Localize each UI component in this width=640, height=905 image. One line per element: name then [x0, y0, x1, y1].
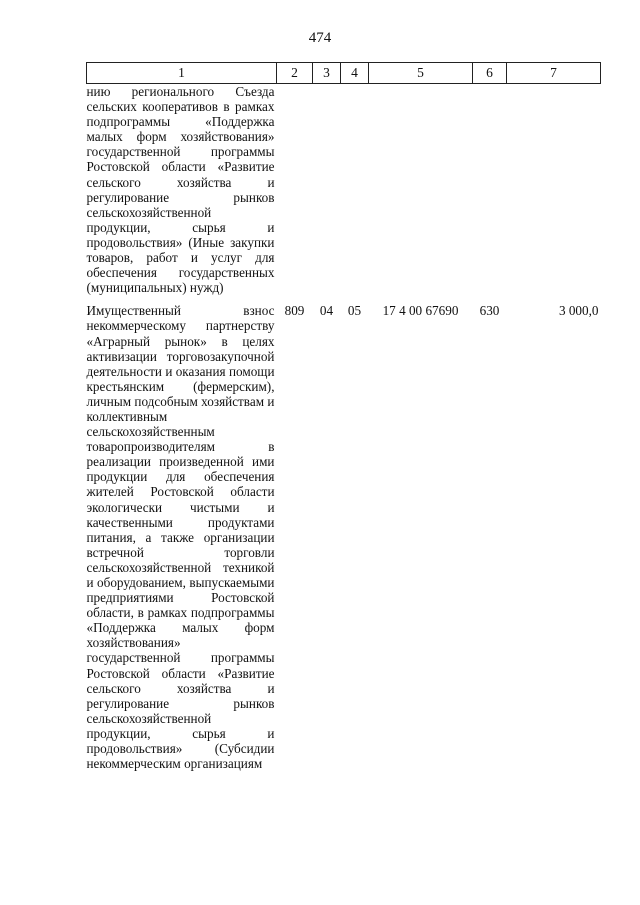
row-amount: 3 000,0 [558, 303, 599, 319]
row-ministry-code [277, 84, 313, 296]
page-number: 474 [308, 30, 332, 46]
table-row [87, 295, 601, 771]
row-subsection-code [341, 84, 369, 296]
table-body [87, 84, 601, 772]
table-row [87, 84, 601, 296]
row-target-code [369, 84, 473, 296]
header-col-7: 7 [507, 63, 601, 84]
row-amount [507, 84, 601, 296]
table-header [87, 63, 601, 84]
row-subsection-code: 05 [347, 303, 362, 319]
row-section-code: 04 [319, 303, 334, 319]
header-col-5: 5 [369, 63, 473, 84]
header-col-6: 6 [473, 63, 507, 84]
header-col-2: 2 [277, 63, 313, 84]
header-col-1: 1 [87, 63, 277, 84]
row-ministry-code: 809 [284, 303, 305, 319]
row-expense-type: 630 [479, 303, 500, 319]
budget-table [86, 62, 601, 771]
row-name: Имущественный взнос некоммерческому партнерству «Аграрный рынок» в целях активизации торговозакупочной деятельности и оказания помощи крестьянским (фермерским), личным подсобным хозяйствам и коллективным сельскохозяйственным товаропроизводителям в реализации произведенной ими продукции для обеспечения жителей Ростовской области экологически чистыми и качественными продуктами питания, а также организации встречной торговли сельскохозяйственной техникой и оборудованием, выпускаемыми предприятиями Ростовской области, в рамках подпрограммы «Поддержка малых форм хозяйствования» государственной программы Ростовской области «Развитие сельского хозяйства и регулирование рынков сельскохозяйственной продукции, сырья и продовольствия» (Субсидии некоммерческим организациям [86, 303, 275, 772]
header-col-3: 3 [313, 63, 341, 84]
header-col-4: 4 [341, 63, 369, 84]
row-section-code [313, 84, 341, 296]
row-target-code: 17 4 00 67690 [382, 303, 459, 319]
header-row [87, 63, 601, 84]
row-expense-type [473, 84, 507, 296]
row-name: нию регионального Съезда сельских кооперативов в рамках подпрограммы «Поддержка малых форм хозяйствования» государственной программы Ростовской области «Развитие сельского хозяйства и регулирование рынков сельскохозяйственной продукции, сырья и продовольствия» (Иные закупки товаров, работ и услуг для обеспечения государственных (муниципальных) нужд) [86, 84, 275, 296]
